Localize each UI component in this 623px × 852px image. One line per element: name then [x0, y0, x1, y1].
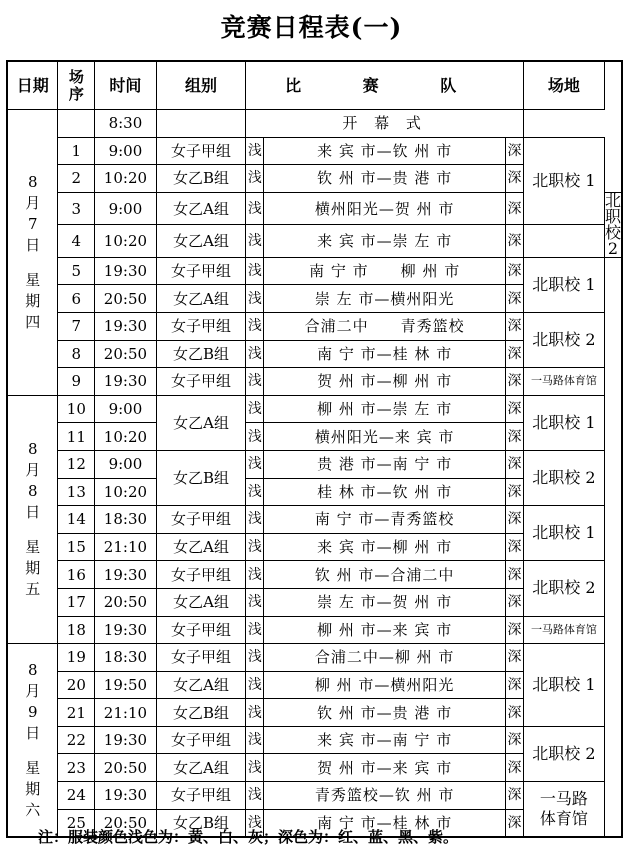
vs-separator: — [374, 510, 391, 529]
teams-cell [264, 257, 506, 285]
date-char: 8 [27, 481, 38, 500]
time-cell: 20:50 [95, 754, 156, 782]
vs-separator: — [376, 372, 393, 391]
teams-cell [264, 478, 506, 506]
header-teams: 比 赛 队 [246, 61, 523, 110]
weekday-char: 星 [25, 758, 41, 777]
page-title: 竞赛日程表(一) [220, 13, 403, 42]
dark-color-marker: 深 [505, 395, 523, 423]
team-b: 崇 左 市 [392, 232, 453, 251]
team-a: 贺 州 市 [317, 372, 377, 391]
group-cell: 女子甲组 [156, 506, 246, 534]
match-row [7, 644, 622, 672]
light-color-marker: 浅 [246, 395, 264, 423]
match-row [7, 368, 622, 396]
light-color-marker: 浅 [246, 137, 264, 165]
team-a: 南 宁 市 [317, 813, 377, 832]
team-b: 贵 港 市 [392, 703, 453, 722]
header-group: 组别 [156, 61, 246, 110]
dark-color-marker: 深 [505, 285, 523, 313]
time-cell: 18:30 [95, 644, 156, 672]
dark-color-marker: 深 [505, 561, 523, 589]
vs-separator: — [378, 786, 395, 805]
dark-color-marker: 深 [505, 257, 523, 285]
light-color-marker: 浅 [246, 368, 264, 396]
group-cell: 女子甲组 [156, 726, 246, 754]
teams-cell [264, 225, 506, 258]
teams-cell [264, 312, 506, 340]
light-color-marker: 浅 [246, 671, 264, 699]
teams-cell [264, 285, 506, 313]
light-color-marker: 浅 [246, 340, 264, 368]
teams-cell [264, 395, 506, 423]
team-b: 合浦二中 [390, 565, 455, 584]
time-cell: 21:10 [95, 699, 156, 727]
light-color-marker: 浅 [246, 644, 264, 672]
team-b: 桂 林 市 [392, 344, 453, 363]
dark-color-marker: 深 [505, 506, 523, 534]
time-cell: 20:50 [95, 340, 156, 368]
team-a: 横州阳光 [314, 427, 379, 446]
team-b: 柳 州 市 [392, 372, 453, 391]
vs-separator [369, 263, 401, 279]
vs-separator: — [376, 813, 393, 832]
light-color-marker: 浅 [246, 257, 264, 285]
teams-cell [264, 165, 506, 193]
date-char: 8 [27, 660, 38, 679]
team-b: 钦 州 市 [392, 482, 453, 501]
match-row [7, 616, 622, 644]
dark-color-marker: 深 [505, 533, 523, 561]
seq-cell: 4 [58, 225, 95, 258]
dark-color-marker: 深 [505, 225, 523, 258]
header-date: 日期 [7, 61, 58, 110]
seq-cell: 15 [58, 533, 95, 561]
time-cell: 10:20 [95, 478, 156, 506]
teams-cell [264, 423, 506, 451]
opening-ceremony: 开 幕 式 [246, 110, 523, 138]
team-a: 贵 港 市 [317, 455, 377, 474]
dark-color-marker: 深 [505, 726, 523, 754]
team-b: 来 宾 市 [392, 620, 453, 639]
light-color-marker: 浅 [246, 533, 264, 561]
team-b: 贺 州 市 [394, 199, 455, 218]
seq-cell: 17 [58, 588, 95, 616]
team-b: 桂 林 市 [392, 813, 453, 832]
team-a: 横州阳光 [314, 199, 379, 218]
venue-cell: 北职校 1 [523, 137, 604, 225]
teams-cell [264, 192, 506, 225]
group-cell: 女乙B组 [156, 165, 246, 193]
light-color-marker: 浅 [246, 225, 264, 258]
teams-cell [264, 450, 506, 478]
seq-cell: 2 [58, 165, 95, 193]
date-char: 日 [25, 723, 41, 742]
vs-separator: — [378, 648, 395, 667]
group-cell: 女子甲组 [156, 644, 246, 672]
group-cell: 女乙B组 [156, 809, 246, 837]
team-b: 贺 州 市 [392, 593, 453, 612]
team-a: 南 宁 市 [314, 510, 375, 529]
vs-separator: — [376, 593, 393, 612]
team-a: 柳 州 市 [314, 675, 375, 694]
teams-cell [264, 644, 506, 672]
date-gap [8, 744, 57, 758]
match-row [7, 506, 622, 534]
venue-cell: 北职校 2 [523, 726, 604, 781]
team-a: 钦 州 市 [317, 703, 377, 722]
time-cell: 9:00 [95, 395, 156, 423]
teams-cell [264, 137, 506, 165]
venue-cell: 北职校 2 [523, 561, 604, 616]
light-color-marker: 浅 [246, 616, 264, 644]
match-row [7, 395, 622, 423]
light-color-marker: 浅 [246, 809, 264, 837]
venue-cell: 北职校 2 [604, 190, 621, 258]
dark-color-marker: 深 [505, 644, 523, 672]
team-a: 崇 左 市 [317, 593, 377, 612]
weekday-char: 六 [25, 800, 41, 819]
seq-cell: 7 [58, 312, 95, 340]
group-cell: 女乙A组 [156, 671, 246, 699]
vs-separator: — [376, 482, 393, 501]
venue-line: 一马路 [539, 789, 588, 809]
teams-cell [264, 616, 506, 644]
time-cell: 21:10 [95, 533, 156, 561]
teams-cell [264, 754, 506, 782]
light-color-marker: 浅 [246, 450, 264, 478]
team-b: 柳 州 市 [392, 538, 453, 557]
vs-separator: — [376, 538, 393, 557]
time-cell: 20:50 [95, 588, 156, 616]
dark-color-marker: 深 [505, 588, 523, 616]
team-b: 南 宁 市 [392, 731, 453, 750]
group-cell: 女子甲组 [156, 368, 246, 396]
team-a: 来 宾 市 [317, 538, 377, 557]
match-row [7, 225, 622, 258]
date-char: 7 [27, 214, 38, 233]
dark-color-marker: 深 [505, 165, 523, 193]
team-a: 来 宾 市 [317, 232, 377, 251]
seq-cell: 10 [58, 395, 95, 423]
seq-cell: 21 [58, 699, 95, 727]
group-cell: 女乙A组 [156, 588, 246, 616]
team-b: 柳 州 市 [394, 648, 455, 667]
schedule-table [6, 60, 623, 838]
vs-separator: — [378, 199, 395, 218]
vs-separator: — [376, 703, 393, 722]
group-cell: 女子甲组 [156, 782, 246, 810]
team-b: 来 宾 市 [392, 758, 453, 777]
group-cell: 女子甲组 [156, 561, 246, 589]
time-cell: 10:20 [95, 165, 156, 193]
time-cell: 19:30 [95, 616, 156, 644]
group-cell: 女乙A组 [156, 225, 246, 258]
seq-cell: 8 [58, 340, 95, 368]
light-color-marker: 浅 [246, 699, 264, 727]
group-cell: 女乙B组 [156, 450, 246, 505]
time-cell: 18:30 [95, 506, 156, 534]
dark-color-marker: 深 [505, 478, 523, 506]
venue-cell: 北职校 1 [523, 395, 604, 450]
group-cell: 女乙A组 [156, 192, 246, 225]
weekday-char: 期 [25, 558, 41, 577]
teams-cell [264, 588, 506, 616]
match-row [7, 137, 622, 165]
team-a: 贺 州 市 [317, 758, 377, 777]
group-cell: 女乙A组 [156, 285, 246, 313]
weekday-char: 期 [25, 291, 41, 310]
team-b: 青秀篮校 [390, 510, 455, 529]
match-row [7, 450, 622, 478]
match-row [7, 561, 622, 589]
team-a: 钦 州 市 [317, 169, 377, 188]
time-cell: 8:30 [95, 110, 156, 138]
dark-color-marker: 深 [505, 423, 523, 451]
vs-separator: — [376, 141, 393, 160]
light-color-marker: 浅 [246, 782, 264, 810]
dark-color-marker: 深 [505, 699, 523, 727]
seq-cell: 1 [58, 137, 95, 165]
team-b: 钦 州 市 [392, 141, 453, 160]
team-a: 合浦二中 [314, 648, 379, 667]
weekday-char: 星 [25, 537, 41, 556]
date-char: 月 [25, 681, 41, 700]
dark-color-marker: 深 [505, 192, 523, 225]
seq-cell: 16 [58, 561, 95, 589]
match-row [7, 782, 622, 810]
date-gap [8, 523, 57, 537]
seq-cell: 23 [58, 754, 95, 782]
dark-color-marker: 深 [505, 340, 523, 368]
team-a: 合浦二中 [304, 317, 369, 336]
venue-cell: 北职校 2 [523, 450, 604, 505]
group-cell: 女子甲组 [156, 137, 246, 165]
team-a: 钦 州 市 [314, 565, 375, 584]
light-color-marker: 浅 [246, 285, 264, 313]
light-color-marker: 浅 [246, 754, 264, 782]
match-row [7, 312, 622, 340]
team-b: 横州阳光 [390, 289, 455, 308]
vs-separator: — [376, 344, 393, 363]
team-b: 来 宾 市 [394, 427, 455, 446]
teams-cell [264, 726, 506, 754]
date-cell [7, 395, 58, 643]
team-b: 柳 州 市 [400, 262, 461, 281]
team-a: 桂 林 市 [317, 482, 377, 501]
vs-separator: — [378, 427, 395, 446]
teams-cell [264, 782, 506, 810]
match-row [7, 726, 622, 754]
date-char: 日 [25, 502, 41, 521]
vs-separator: — [376, 455, 393, 474]
seq-cell: 14 [58, 506, 95, 534]
team-a: 柳 州 市 [317, 620, 377, 639]
time-cell: 19:30 [95, 368, 156, 396]
venue-cell: 一马路体育馆 [523, 616, 604, 644]
dark-color-marker: 深 [505, 368, 523, 396]
team-b: 钦 州 市 [394, 786, 455, 805]
light-color-marker: 浅 [246, 506, 264, 534]
vs-separator: — [374, 289, 391, 308]
time-cell: 19:30 [95, 782, 156, 810]
team-b: 崇 左 市 [392, 400, 453, 419]
vs-separator: — [374, 565, 391, 584]
dark-color-marker: 深 [505, 312, 523, 340]
date-cell [7, 110, 58, 396]
date-char: 月 [25, 460, 41, 479]
time-cell: 19:50 [95, 671, 156, 699]
seq-cell: 22 [58, 726, 95, 754]
team-b: 南 宁 市 [392, 455, 453, 474]
date-char: 9 [27, 702, 38, 721]
time-cell: 20:50 [95, 809, 156, 837]
venue-line: 体育馆 [539, 809, 588, 829]
header-row [7, 61, 622, 110]
footnote: 注：服装颜色浅色为：黄、白、灰；深色为：红、蓝、黑、紫。 [38, 828, 459, 846]
dark-color-marker: 深 [505, 809, 523, 837]
seq-cell: 20 [58, 671, 95, 699]
team-a: 南 宁 市 [309, 262, 369, 281]
time-cell: 19:30 [95, 726, 156, 754]
teams-cell [264, 671, 506, 699]
team-a: 崇 左 市 [314, 289, 375, 308]
group-cell [156, 110, 246, 138]
teams-cell [264, 561, 506, 589]
dark-color-marker: 深 [505, 671, 523, 699]
date-char: 日 [25, 235, 41, 254]
dark-color-marker: 深 [505, 616, 523, 644]
teams-cell [264, 506, 506, 534]
date-cell [7, 644, 58, 838]
weekday-char: 星 [25, 270, 41, 289]
seq-cell: 13 [58, 478, 95, 506]
opening-row [7, 110, 622, 138]
teams-cell [264, 533, 506, 561]
schedule-body [7, 110, 622, 838]
seq-cell: 19 [58, 644, 95, 672]
seq-cell: 9 [58, 368, 95, 396]
venue-cell: 北职校 1 [523, 506, 604, 561]
group-cell: 女子甲组 [156, 312, 246, 340]
light-color-marker: 浅 [246, 165, 264, 193]
teams-cell [264, 368, 506, 396]
match-row [7, 257, 622, 285]
venue-cell: 北职校 1 [523, 257, 604, 312]
seq-cell: 3 [58, 192, 95, 225]
team-a: 柳 州 市 [317, 400, 377, 419]
date-gap [8, 256, 57, 270]
time-cell: 9:00 [95, 192, 156, 225]
seq-cell: 6 [58, 285, 95, 313]
vs-separator: — [376, 232, 393, 251]
vs-separator [369, 318, 401, 334]
light-color-marker: 浅 [246, 312, 264, 340]
vs-separator: — [376, 169, 393, 188]
header-venue: 场地 [523, 61, 604, 110]
group-cell: 女乙A组 [156, 395, 246, 450]
team-a: 来 宾 市 [317, 141, 377, 160]
weekday-char: 期 [25, 779, 41, 798]
team-b: 贵 港 市 [392, 169, 453, 188]
vs-separator: — [376, 731, 393, 750]
seq-cell: 24 [58, 782, 95, 810]
header-time: 时间 [95, 61, 156, 110]
time-cell: 9:00 [95, 137, 156, 165]
light-color-marker: 浅 [246, 423, 264, 451]
light-color-marker: 浅 [246, 561, 264, 589]
date-char: 8 [27, 172, 38, 191]
team-a: 青秀篮校 [314, 786, 379, 805]
time-cell: 9:00 [95, 450, 156, 478]
venue-cell: 北职校 2 [523, 312, 604, 367]
header-seq: 场序 [58, 61, 95, 110]
dark-color-marker: 深 [505, 754, 523, 782]
light-color-marker: 浅 [246, 478, 264, 506]
weekday-char: 五 [25, 579, 41, 598]
light-color-marker: 浅 [246, 726, 264, 754]
time-cell: 10:20 [95, 225, 156, 258]
seq-cell: 11 [58, 423, 95, 451]
teams-cell [264, 340, 506, 368]
seq-cell [58, 110, 95, 138]
group-cell: 女子甲组 [156, 257, 246, 285]
vs-separator: — [376, 620, 393, 639]
seq-cell: 25 [58, 809, 95, 837]
light-color-marker: 浅 [246, 588, 264, 616]
dark-color-marker: 深 [505, 137, 523, 165]
venue-cell [523, 782, 604, 838]
time-cell: 10:20 [95, 423, 156, 451]
time-cell: 19:30 [95, 561, 156, 589]
teams-cell [264, 699, 506, 727]
seq-cell: 18 [58, 616, 95, 644]
time-cell: 19:30 [95, 312, 156, 340]
group-cell: 女子甲组 [156, 616, 246, 644]
group-cell: 女乙A组 [156, 754, 246, 782]
vs-separator: — [376, 758, 393, 777]
venue-cell: 一马路体育馆 [523, 368, 604, 396]
dark-color-marker: 深 [505, 782, 523, 810]
weekday-char: 四 [25, 312, 41, 331]
seq-cell: 12 [58, 450, 95, 478]
seq-cell: 5 [58, 257, 95, 285]
group-cell: 女乙B组 [156, 699, 246, 727]
group-cell: 女乙B组 [156, 340, 246, 368]
vs-separator: — [376, 400, 393, 419]
time-cell: 20:50 [95, 285, 156, 313]
team-a: 南 宁 市 [317, 344, 377, 363]
team-b: 青秀篮校 [400, 317, 465, 336]
time-cell: 19:30 [95, 257, 156, 285]
vs-separator: — [374, 675, 391, 694]
light-color-marker: 浅 [246, 192, 264, 225]
date-char: 月 [25, 193, 41, 212]
dark-color-marker: 深 [505, 450, 523, 478]
team-a: 来 宾 市 [317, 731, 377, 750]
team-b: 横州阳光 [390, 675, 455, 694]
date-char: 8 [27, 439, 38, 458]
group-cell: 女乙A组 [156, 533, 246, 561]
venue-cell: 北职校 1 [523, 644, 604, 727]
